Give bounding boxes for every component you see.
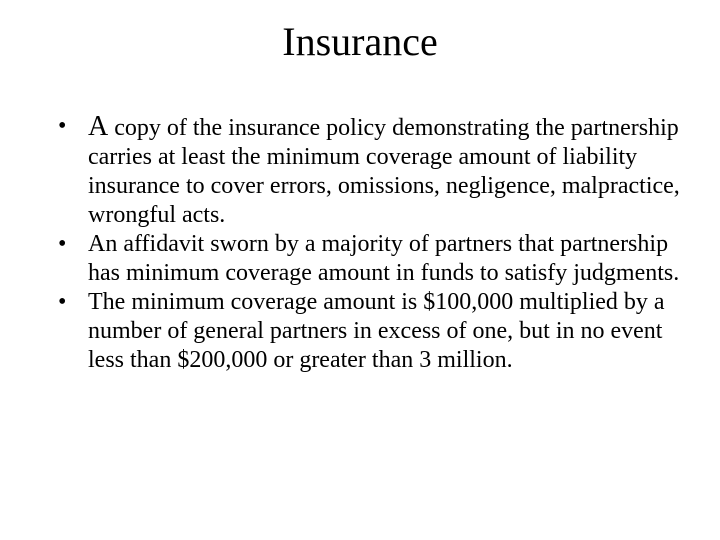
bullet-marker: • xyxy=(58,289,67,315)
slide-title: Insurance xyxy=(282,19,438,64)
bullet-item-policy-copy xyxy=(58,112,698,230)
bullet-item-coverage-amount xyxy=(58,288,698,375)
bullet-text: The minimum coverage amount is $100,000 multiplied by a number of general partners in excess of one, but in no event less than $200,000 or greater than 3 million. xyxy=(88,289,665,373)
bullet-first-word: A xyxy=(88,111,109,142)
bullet-text: copy of the insurance policy demonstrating the partnership carries at least the minimum coverage amount of liability insurance to cover errors, omissions, negligence, malpractice, wrongful acts. xyxy=(88,115,680,228)
bullet-text: An affidavit sworn by a majority of partners that partnership has minimum coverage amount in funds to satisfy judgments. xyxy=(88,231,680,286)
bullet-list xyxy=(58,112,698,375)
bullet-marker: • xyxy=(58,231,67,257)
bullet-item-affidavit xyxy=(58,230,698,288)
bullet-marker: • xyxy=(58,113,67,139)
